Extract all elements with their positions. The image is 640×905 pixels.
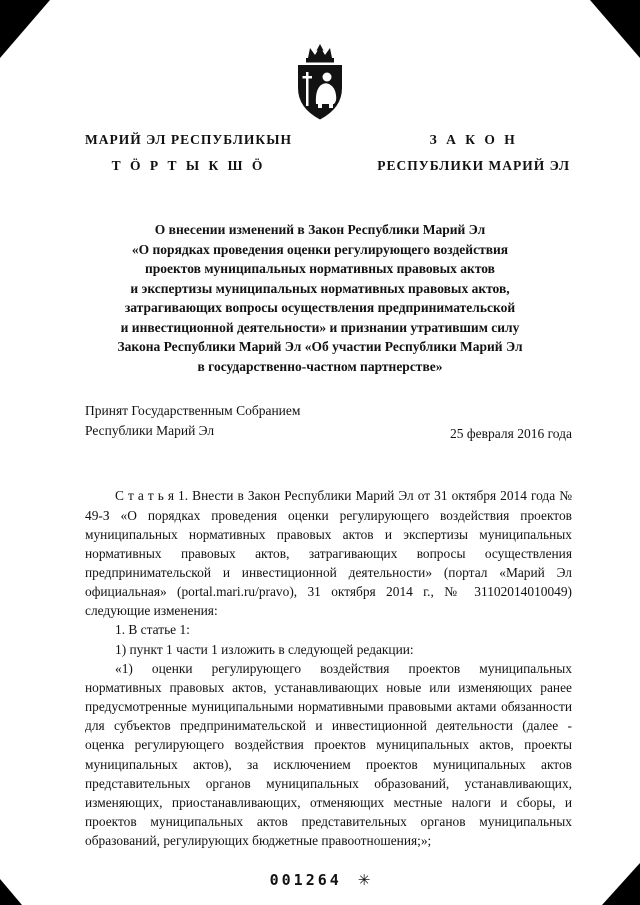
header-right-line2: РЕСПУБЛИКИ МАРИЙ ЭЛ: [377, 158, 570, 173]
title-line: и инвестиционной деятельности» и признании утратившим силу: [120, 319, 520, 335]
title-line: О внесении изменений в Закон Республики Марий Эл: [154, 222, 486, 237]
adopted-by-text: [85, 401, 300, 443]
header-left-line1: МАРИЙ ЭЛ РЕСПУБЛИКЫН: [85, 132, 292, 147]
header-right-column: [377, 132, 570, 174]
body-paragraph-subitem1: 1) пункт 1 части 1 изложить в следующей редакции:: [115, 641, 414, 657]
body-paragraph-item1: 1. В статье 1:: [115, 622, 190, 638]
body-paragraph-new-wording: «1) оценки регулирующего воздействия проектов муниципальных нормативных правовых актов, устанавливающих новые или изменяющих ранее предусмотренные муниципальными нормативными правовыми актами обязанности для субъектов предпринимательской и инвестиционной деятельности (далее - оценка регулирующего воздействия проектов муниципальных актов, проекты муниципальных актов), за исключением проектов муниципальных актов представительных органов муниципальных образований, устанавливающих, изменяющих, приостанавливающих, отменяющих местные налоги и сборы, и проектов муниципальных актов представительных органов муниципальных образований, регулирующих бюджетные правоотношения;»;: [85, 660, 572, 849]
adopted-by-line1: Принят Государственным Собранием: [85, 402, 301, 418]
adoption-block: [85, 401, 572, 443]
adopted-by-line2: Республики Марий Эл: [85, 423, 215, 439]
header-left-line2: Т Ӧ Р Т Ы К Ш Ӧ: [111, 158, 266, 173]
title-line: и экспертизы муниципальных нормативных правовых актов,: [130, 280, 510, 296]
title-line: затрагивающих вопросы осуществления предпринимательской: [124, 300, 516, 316]
title-line: в государственно-частном партнерстве»: [197, 358, 443, 374]
document-title: [46, 220, 594, 377]
body-paragraph-article1: С т а т ь я 1. Внести в Закон Республики Марий Эл от 31 октября 2014 года № 49-З «О порядках проведения оценки регулирующего воздействия проектов муниципальных нормативных правовых актов и экспертизы муниципальных нормативных правовых актов, затрагивающих вопросы осуществления предпринимательской и инвестиционной деятельности» (портал «Марий Эл официальная» (portal.mari.ru/pravo), 31 октября 2014 г., № 31102014010049) следующие изменения:: [85, 488, 572, 619]
title-line: «О порядках проведения оценки регулирующего воздействия: [131, 241, 509, 257]
footer-asterisk-mark: ✳: [357, 871, 371, 889]
adoption-date: 25 февраля 2016 года: [450, 426, 572, 442]
registration-code: 001264: [269, 871, 342, 889]
document-footer: [0, 871, 640, 889]
title-line: Закона Республики Марий Эл «Об участии Республики Марий Эл: [117, 339, 523, 355]
header-right-line1: З А К О Н: [429, 132, 518, 147]
header-left-column: [85, 132, 292, 174]
coat-of-arms-icon: [291, 42, 349, 122]
document-body: [85, 486, 572, 850]
scan-corner-top-right: [590, 0, 640, 58]
scan-corner-top-left: [0, 0, 50, 58]
document-header: [85, 132, 570, 174]
title-line: проектов муниципальных нормативных правовых актов: [145, 261, 495, 277]
